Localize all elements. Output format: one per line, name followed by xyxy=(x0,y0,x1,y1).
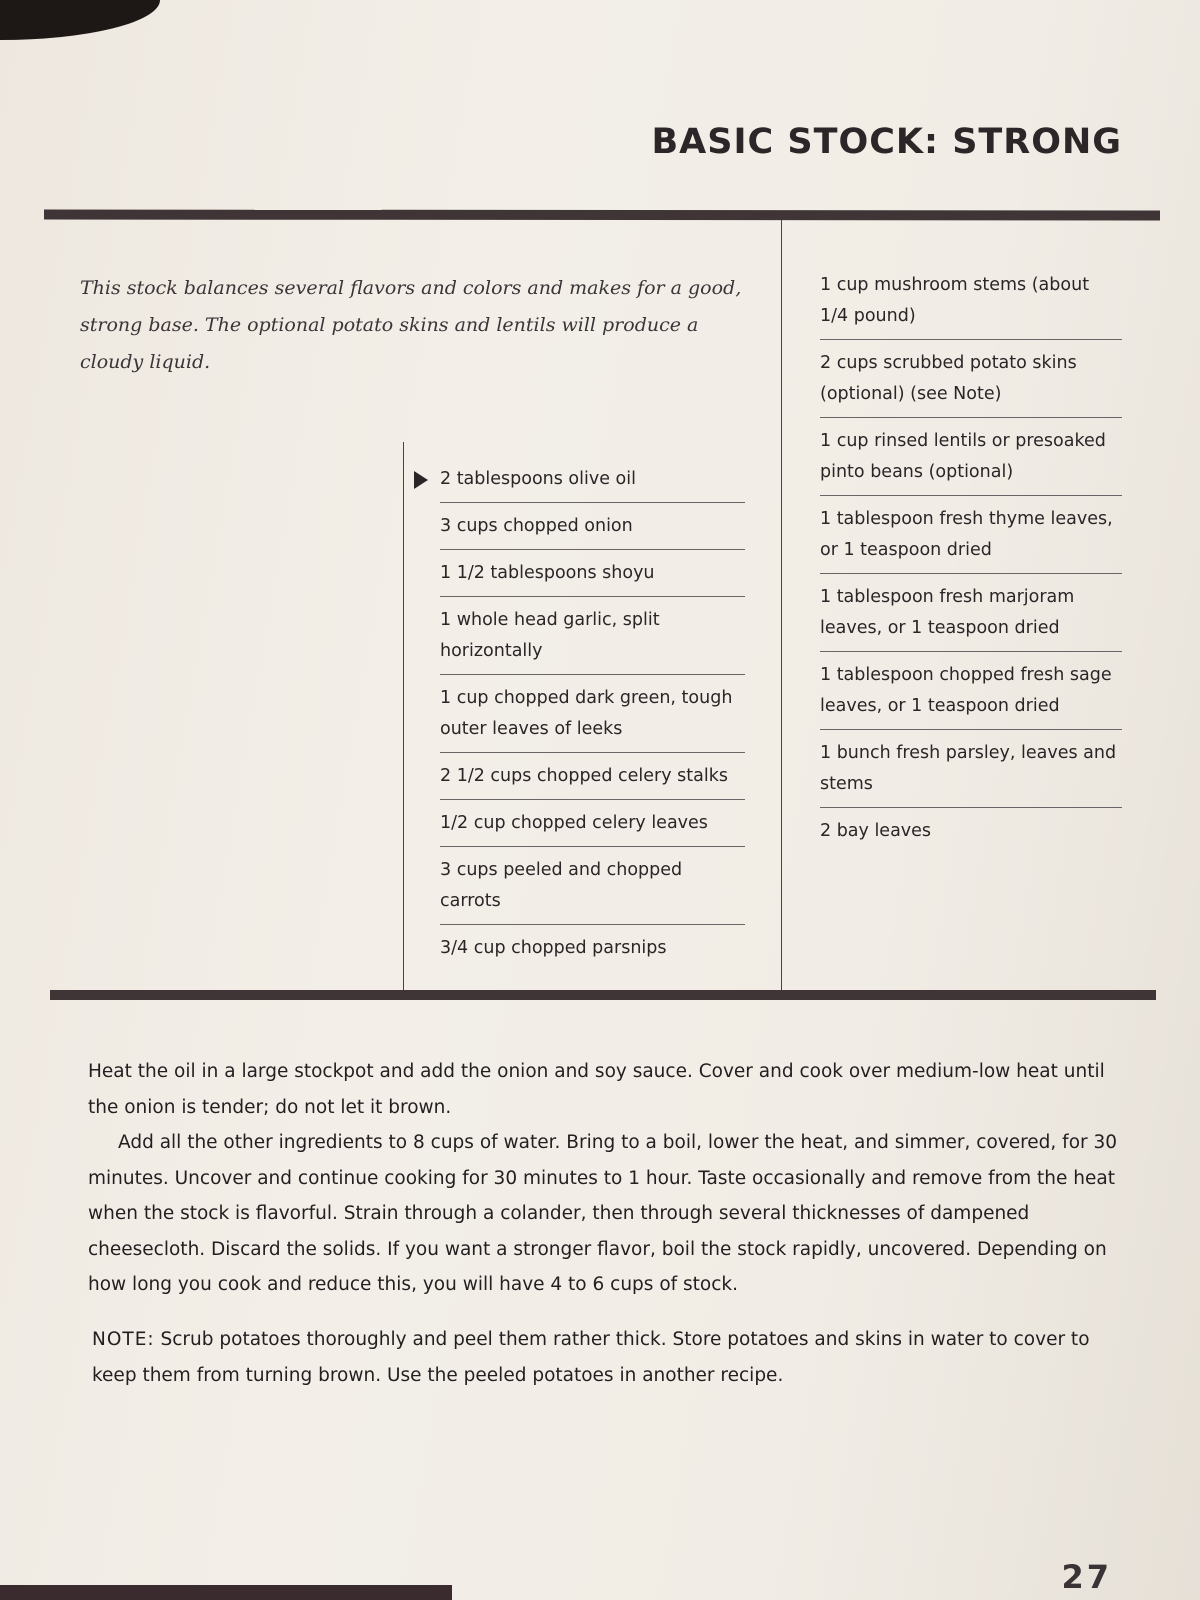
ingredient-item: 1 1/2 tablespoons shoyu xyxy=(440,558,745,589)
ingredient-item: 2 bay leaves xyxy=(820,821,932,841)
column-divider-mid xyxy=(403,442,404,992)
recipe-intro: This stock balances several flavors and colors and makes for a good, strong base. The optional potato skins and lentils will produce a cloudy liquid. xyxy=(80,277,742,373)
direction-paragraph: Heat the oil in a large stockpot and add the onion and soy sauce. Cover and cook over medium-low heat until the onion is tender; do not let it brown. xyxy=(88,1061,1105,1118)
ingredient-item: 1 whole head garlic, split horizontally xyxy=(440,605,745,667)
ingredient-item: 3/4 cup chopped parsnips xyxy=(440,938,667,958)
note-label: NOTE: xyxy=(92,1329,155,1350)
ingredient-item: 3 cups peeled and chopped carrots xyxy=(440,855,745,917)
column-divider-right xyxy=(781,220,782,992)
ingredient-item: 1 tablespoon fresh marjoram leaves, or 1 teaspoon dried xyxy=(820,582,1122,644)
triangle-right-icon xyxy=(414,471,428,489)
recipe-note xyxy=(92,1322,1122,1393)
ingredient-item: 3 cups chopped onion xyxy=(440,511,745,542)
ingredient-item: 1 tablespoon fresh thyme leaves, or 1 teaspoon dried xyxy=(820,504,1122,566)
page-corner-shadow xyxy=(0,0,160,40)
note-text: Scrub potatoes thoroughly and peel them rather thick. Store potatoes and skins in water to cover to keep them from turning brown. Use the peeled potatoes in another recipe. xyxy=(92,1329,1090,1386)
ingredient-item: 1 cup mushroom stems (about 1/4 pound) xyxy=(820,270,1122,332)
recipe-title: BASIC STOCK: STRONG xyxy=(651,122,1122,162)
page-number: 27 xyxy=(1061,1558,1112,1596)
direction-paragraph: Add all the other ingredients to 8 cups of water. Bring to a boil, lower the heat, and simmer, covered, for 30 minutes. Uncover and continue cooking for 30 minutes to 1 hour. Taste occasionally and remove from the heat when the stock is flavorful. Strain through a colander, then through several thicknesses of dampened cheesecloth. Discard the solids. If you want a stronger flavor, boil the stock rapidly, uncovered. Depending on how long you cook and reduce this, you will have 4 to 6 cups of stock. xyxy=(88,1132,1118,1295)
ingredient-list-right xyxy=(820,270,1122,863)
ingredient-item: 1 cup chopped dark green, tough outer leaves of leeks xyxy=(440,683,745,745)
ingredient-item: 2 tablespoons olive oil xyxy=(440,464,745,495)
recipe-directions xyxy=(88,1054,1118,1303)
ingredient-item: 1/2 cup chopped celery leaves xyxy=(440,808,745,839)
ingredient-item: 1 cup rinsed lentils or presoaked pinto beans (optional) xyxy=(820,426,1122,488)
ingredient-list-left xyxy=(440,464,745,980)
bottom-rule xyxy=(50,990,1156,1000)
top-rule xyxy=(44,210,1160,221)
ingredient-item: 2 cups scrubbed potato skins (optional) (see Note) xyxy=(820,348,1122,410)
ingredient-item: 1 tablespoon chopped fresh sage leaves, or 1 teaspoon dried xyxy=(820,660,1122,722)
ingredient-item: 2 1/2 cups chopped celery stalks xyxy=(440,761,745,792)
ingredient-item: 1 bunch fresh parsley, leaves and stems xyxy=(820,738,1122,800)
footer-rule xyxy=(0,1585,452,1600)
